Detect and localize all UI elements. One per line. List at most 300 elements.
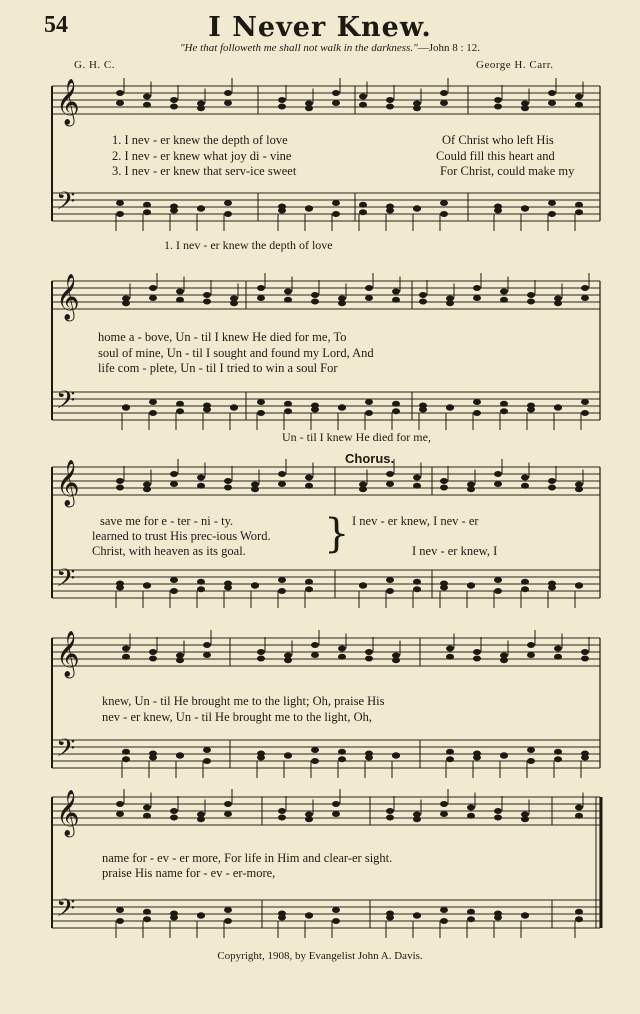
note-head: [116, 811, 124, 817]
note-head: [386, 471, 394, 477]
note-head: [446, 300, 454, 306]
note-head: [440, 90, 448, 96]
note-head: [575, 102, 583, 108]
note-head: [311, 758, 319, 764]
note-head: [527, 642, 535, 648]
note-head: [392, 289, 400, 295]
note-head: [521, 105, 529, 111]
chorus-line: I nev - er knew, I nev - er: [352, 514, 479, 528]
composer-credit: George H. Carr.: [476, 59, 554, 71]
note-head: [494, 208, 502, 214]
note-head: [170, 471, 178, 477]
note-head: [386, 808, 394, 814]
note-head: [575, 583, 583, 589]
note-head: [521, 816, 529, 822]
note-head: [521, 475, 529, 481]
note-head: [122, 300, 130, 306]
note-head: [197, 816, 205, 822]
note-head: [116, 90, 124, 96]
note-head: [338, 405, 346, 411]
chorus-line-bass: I nev - er knew, I: [412, 544, 498, 558]
note-head: [332, 801, 340, 807]
note-head: [548, 211, 556, 217]
note-head: [494, 915, 502, 921]
copyright-notice: Copyright, 1908, by Evangelist John A. Davis.: [217, 950, 423, 962]
note-head: [143, 583, 151, 589]
note-head: [305, 206, 313, 212]
treble-clef-icon: 𝄞: [56, 274, 80, 320]
note-head: [257, 399, 265, 405]
treble-clef-icon: 𝄞: [56, 460, 80, 506]
note-head: [257, 755, 265, 761]
note-head: [122, 654, 130, 660]
note-head: [575, 209, 583, 215]
note-head: [176, 657, 184, 663]
verse-3-line: life com - plete, Un - til I tried to win a soul For: [98, 361, 338, 375]
note-head: [527, 652, 535, 658]
note-head: [527, 292, 535, 298]
note-head: [332, 907, 340, 913]
note-head: [473, 755, 481, 761]
note-head: [278, 481, 286, 487]
note-head: [143, 486, 151, 492]
note-head: [116, 918, 124, 924]
note-head: [224, 907, 232, 913]
note-head: [338, 749, 346, 755]
note-head: [116, 585, 124, 591]
note-head: [581, 656, 589, 662]
note-head: [116, 485, 124, 491]
note-head: [365, 295, 373, 301]
note-head: [527, 299, 535, 305]
note-head: [203, 758, 211, 764]
page-number: 54: [44, 12, 68, 38]
note-head: [548, 100, 556, 106]
note-head: [386, 915, 394, 921]
note-head: [284, 297, 292, 303]
note-head: [305, 586, 313, 592]
note-head: [575, 813, 583, 819]
note-head: [170, 481, 178, 487]
note-head: [365, 755, 373, 761]
note-head: [494, 577, 502, 583]
note-head: [473, 399, 481, 405]
note-head: [386, 97, 394, 103]
note-head: [332, 200, 340, 206]
note-head: [122, 749, 130, 755]
note-head: [554, 654, 562, 660]
note-head: [176, 753, 184, 759]
note-head: [467, 583, 475, 589]
note-head: [224, 200, 232, 206]
note-head: [392, 297, 400, 303]
note-head: [500, 408, 508, 414]
verse-3-line: 3. I nev - er knew that serv-ice sweet: [112, 164, 297, 178]
lyricist-credit: G. H. C.: [74, 59, 115, 71]
note-head: [170, 815, 178, 821]
verse-brace: }: [324, 511, 350, 557]
note-head: [554, 300, 562, 306]
note-head: [440, 211, 448, 217]
note-head: [149, 295, 157, 301]
note-head: [203, 652, 211, 658]
note-head: [581, 285, 589, 291]
note-head: [473, 285, 481, 291]
note-head: [581, 755, 589, 761]
note-head: [284, 657, 292, 663]
treble-clef-icon: 𝄞: [56, 79, 80, 125]
note-head: [494, 97, 502, 103]
note-head: [224, 801, 232, 807]
note-head: [278, 97, 286, 103]
note-head: [359, 486, 367, 492]
note-head: [143, 94, 151, 100]
note-head: [365, 399, 373, 405]
note-head: [143, 909, 151, 915]
note-head: [197, 206, 205, 212]
note-head: [467, 909, 475, 915]
note-head: [257, 295, 265, 301]
note-head: [143, 202, 151, 208]
note-head: [359, 94, 367, 100]
note-head: [467, 916, 475, 922]
note-head: [278, 577, 286, 583]
note-head: [581, 295, 589, 301]
note-head: [554, 749, 562, 755]
note-head: [500, 289, 508, 295]
note-head: [203, 292, 211, 298]
note-head: [500, 753, 508, 759]
note-head: [440, 811, 448, 817]
note-head: [176, 297, 184, 303]
note-head: [440, 801, 448, 807]
note-head: [521, 579, 529, 585]
chorus-line-bass: praise His name for - ev - er-more,: [102, 866, 276, 880]
note-head: [527, 747, 535, 753]
note-head: [278, 588, 286, 594]
note-head: [413, 816, 421, 822]
note-head: [149, 656, 157, 662]
note-head: [575, 805, 583, 811]
note-head: [116, 100, 124, 106]
note-head: [494, 104, 502, 110]
note-head: [278, 808, 286, 814]
note-head: [500, 657, 508, 663]
note-head: [278, 815, 286, 821]
note-head: [500, 401, 508, 407]
verse-1-line: 1. I nev - er knew the depth of love: [112, 133, 288, 147]
note-head: [278, 915, 286, 921]
note-head: [311, 642, 319, 648]
note-head: [284, 753, 292, 759]
note-head: [494, 588, 502, 594]
note-head: [332, 211, 340, 217]
note-head: [203, 642, 211, 648]
note-head: [257, 285, 265, 291]
note-head: [386, 577, 394, 583]
note-head: [149, 410, 157, 416]
note-head: [197, 483, 205, 489]
bass-lyric-line: Un - til I knew He died for me,: [282, 430, 431, 444]
note-head: [122, 756, 130, 762]
note-head: [575, 486, 583, 492]
note-head: [284, 401, 292, 407]
note-head: [332, 811, 340, 817]
note-head: [116, 907, 124, 913]
note-head: [575, 916, 583, 922]
note-head: [446, 405, 454, 411]
note-head: [548, 200, 556, 206]
note-head: [521, 913, 529, 919]
note-head: [359, 102, 367, 108]
note-head: [554, 405, 562, 411]
note-head: [359, 583, 367, 589]
note-head: [305, 105, 313, 111]
note-head: [116, 801, 124, 807]
note-head: [284, 408, 292, 414]
note-head: [284, 289, 292, 295]
note-head: [224, 478, 232, 484]
verse-2-line: 2. I nev - er knew what joy di - vine: [112, 149, 292, 163]
note-head: [224, 918, 232, 924]
note-head: [548, 485, 556, 491]
note-head: [257, 410, 265, 416]
note-head: [311, 407, 319, 413]
note-head: [143, 805, 151, 811]
note-head: [170, 808, 178, 814]
note-head: [473, 649, 481, 655]
note-head: [122, 646, 130, 652]
note-head: [413, 105, 421, 111]
note-head: [386, 104, 394, 110]
note-head: [419, 407, 427, 413]
note-head: [197, 579, 205, 585]
note-head: [581, 410, 589, 416]
verse-2-line: learned to trust His prec-ious Word.: [92, 529, 271, 543]
note-head: [170, 97, 178, 103]
note-head: [365, 649, 373, 655]
note-head: [392, 657, 400, 663]
bass-clef-icon: 𝄢: [56, 564, 76, 599]
note-head: [143, 102, 151, 108]
note-head: [440, 907, 448, 913]
note-head: [446, 654, 454, 660]
note-head: [143, 916, 151, 922]
note-head: [251, 486, 259, 492]
note-head: [332, 918, 340, 924]
verse-2-line-end: Could fill this heart and: [436, 149, 555, 163]
bass-clef-icon: 𝄢: [56, 734, 76, 769]
bass-lyric-line: 1. I nev - er knew the depth of love: [164, 238, 333, 252]
hymn-title: I Never Knew.: [208, 12, 432, 43]
note-head: [359, 202, 367, 208]
note-head: [143, 209, 151, 215]
note-head: [197, 586, 205, 592]
note-head: [149, 755, 157, 761]
note-head: [149, 399, 157, 405]
note-head: [581, 649, 589, 655]
note-head: [527, 407, 535, 413]
note-head: [494, 471, 502, 477]
note-head: [332, 90, 340, 96]
note-head: [311, 652, 319, 658]
note-head: [413, 206, 421, 212]
note-head: [143, 813, 151, 819]
note-head: [176, 289, 184, 295]
verse-3-line: Christ, with heaven as its goal.: [92, 544, 246, 558]
bass-clef-icon: 𝄢: [56, 894, 76, 929]
note-head: [224, 100, 232, 106]
note-head: [527, 758, 535, 764]
verse-1-line: save me for e - ter - ni - ty.: [100, 514, 234, 528]
note-head: [116, 478, 124, 484]
note-head: [392, 408, 400, 414]
note-head: [521, 483, 529, 489]
note-head: [413, 586, 421, 592]
note-head: [548, 90, 556, 96]
note-head: [311, 299, 319, 305]
epigraph-text: "He that followeth me shall not walk in the darkness.": [179, 42, 418, 54]
note-head: [149, 285, 157, 291]
note-head: [521, 206, 529, 212]
note-head: [413, 913, 421, 919]
note-head: [446, 749, 454, 755]
note-head: [473, 656, 481, 662]
note-head: [386, 588, 394, 594]
note-head: [176, 401, 184, 407]
note-head: [257, 656, 265, 662]
note-head: [554, 756, 562, 762]
note-head: [278, 208, 286, 214]
note-head: [446, 646, 454, 652]
note-head: [338, 654, 346, 660]
note-head: [386, 208, 394, 214]
note-head: [278, 104, 286, 110]
note-head: [473, 295, 481, 301]
note-head: [467, 813, 475, 819]
note-head: [494, 481, 502, 487]
note-head: [365, 656, 373, 662]
note-head: [332, 100, 340, 106]
chorus-line: knew, Un - til He brought me to the light; Oh, praise His: [102, 694, 385, 708]
note-head: [311, 747, 319, 753]
note-head: [224, 211, 232, 217]
note-head: [440, 485, 448, 491]
note-head: [224, 90, 232, 96]
note-head: [419, 299, 427, 305]
note-head: [440, 200, 448, 206]
note-head: [305, 579, 313, 585]
note-head: [122, 405, 130, 411]
note-head: [116, 211, 124, 217]
verse-1-line: home a - bove, Un - til I knew He died for me, To: [98, 330, 347, 344]
note-head: [170, 588, 178, 594]
note-head: [224, 811, 232, 817]
note-head: [203, 299, 211, 305]
note-head: [359, 209, 367, 215]
note-head: [575, 202, 583, 208]
bass-clef-icon: 𝄢: [56, 386, 76, 421]
note-head: [197, 105, 205, 111]
note-head: [230, 300, 238, 306]
note-head: [365, 410, 373, 416]
note-head: [305, 816, 313, 822]
note-head: [305, 913, 313, 919]
note-head: [116, 200, 124, 206]
bass-clef-icon: 𝄢: [56, 187, 76, 222]
note-head: [170, 104, 178, 110]
note-head: [230, 405, 238, 411]
note-head: [203, 747, 211, 753]
note-head: [224, 585, 232, 591]
verse-3-line-end: For Christ, could make my: [440, 164, 575, 178]
note-head: [500, 297, 508, 303]
note-head: [197, 913, 205, 919]
note-head: [548, 585, 556, 591]
note-head: [413, 483, 421, 489]
note-head: [338, 300, 346, 306]
note-head: [392, 753, 400, 759]
note-head: [257, 649, 265, 655]
note-head: [224, 485, 232, 491]
chorus-label: Chorus.: [345, 451, 395, 466]
epigraph-reference: —John 8 : 12.: [417, 42, 481, 54]
note-head: [494, 815, 502, 821]
note-head: [386, 481, 394, 487]
treble-clef-icon: 𝄞: [56, 790, 80, 836]
note-head: [446, 756, 454, 762]
note-head: [521, 586, 529, 592]
note-head: [440, 585, 448, 591]
note-head: [473, 410, 481, 416]
note-head: [581, 399, 589, 405]
note-head: [278, 471, 286, 477]
note-head: [440, 100, 448, 106]
chorus-line: name for - ev - er more, For life in Him and clear-er sight.: [102, 851, 393, 865]
note-head: [311, 292, 319, 298]
note-head: [548, 478, 556, 484]
note-head: [176, 408, 184, 414]
note-head: [413, 475, 421, 481]
note-head: [170, 208, 178, 214]
note-head: [575, 909, 583, 915]
note-head: [467, 805, 475, 811]
note-head: [149, 649, 157, 655]
note-head: [386, 815, 394, 821]
note-head: [440, 918, 448, 924]
note-head: [413, 579, 421, 585]
treble-clef-icon: 𝄞: [56, 631, 80, 677]
note-head: [575, 94, 583, 100]
note-head: [419, 292, 427, 298]
note-head: [203, 407, 211, 413]
note-head: [197, 475, 205, 481]
verse-1-line-end: Of Christ who left His: [442, 133, 554, 147]
note-head: [392, 401, 400, 407]
chorus-line-bass: nev - er knew, Un - til He brought me to the light, Oh,: [102, 710, 372, 724]
note-head: [170, 577, 178, 583]
note-head: [554, 646, 562, 652]
note-head: [338, 756, 346, 762]
note-head: [494, 808, 502, 814]
note-head: [440, 478, 448, 484]
note-head: [305, 483, 313, 489]
note-head: [365, 285, 373, 291]
verse-2-line: soul of mine, Un - til I sought and found my Lord, And: [98, 346, 374, 360]
note-head: [338, 646, 346, 652]
note-head: [251, 583, 259, 589]
note-head: [305, 475, 313, 481]
